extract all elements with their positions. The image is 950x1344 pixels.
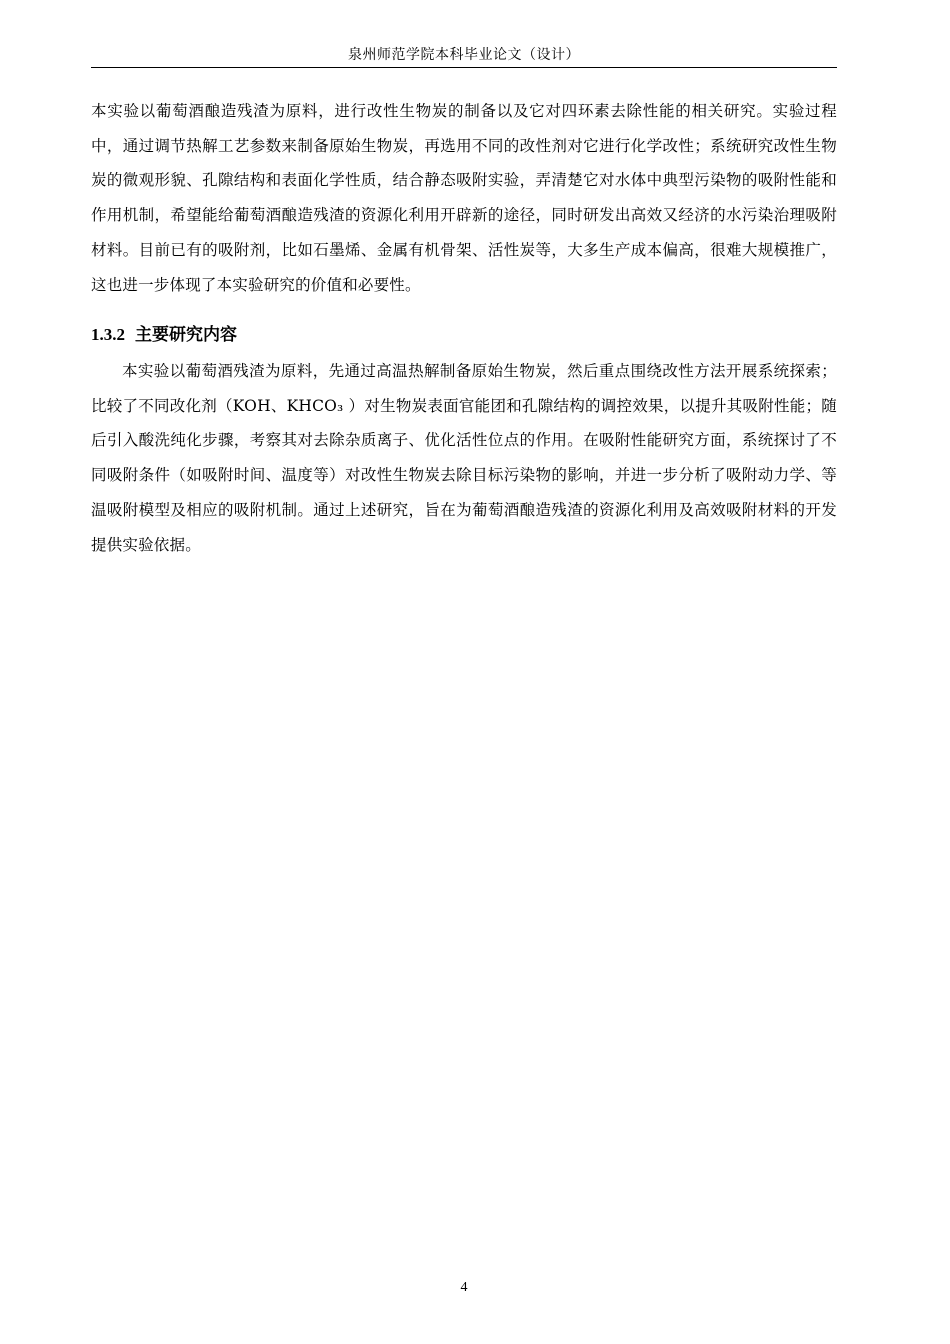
body-paragraph-1: 本实验以葡萄酒酿造残渣为原料，进行改性生物炭的制备以及它对四环素去除性能的相关研究。实验过程中，通过调节热解工艺参数来制备原始生物炭，再选用不同的改性剂对它进行化学改性；系统研究改性生物炭的微观形貌、孔隙结构和表面化学性质，结合静态吸附实验，弄清楚它对水体中典型污染物的吸附性能和作用机制，希望能给葡萄酒酿造残渣的资源化利用开辟新的途径，同时研发出高效又经济的水污染治理吸附材料。目前已有的吸附剂，比如石墨烯、金属有机骨架、活性炭等，大多生产成本偏高，很难大规模推广，这也进一步体现了本实验研究的价值和必要性。 (91, 102, 837, 294)
section-title: 主要研究内容 (135, 325, 237, 345)
section-number: 1.3.2 (91, 325, 125, 344)
page-header: 泉州师范学院本科毕业论文（设计） (348, 47, 580, 63)
header-rule (91, 67, 837, 68)
section-heading (91, 318, 837, 352)
page-number: 4 (460, 1280, 468, 1295)
body-paragraph-2: 本实验以葡萄酒残渣为原料，先通过高温热解制备原始生物炭，然后重点围绕改性方法开展系统探索；比较了不同改化剂（KOH、KHCO₃ ）对生物炭表面官能团和孔隙结构的调控效果，以提升其吸附性能；随后引入酸洗纯化步骤，考察其对去除杂质离子、优化活性位点的作用。在吸附性能研究方面，系统探讨了不同吸附条件（如吸附时间、温度等）对改性生物炭去除目标污染物的影响，并进一步分析了吸附动力学、等温吸附模型及相应的吸附机制。通过上述研究，旨在为葡萄酒酿造残渣的资源化利用及高效吸附材料的开发提供实验依据。 (91, 362, 837, 554)
